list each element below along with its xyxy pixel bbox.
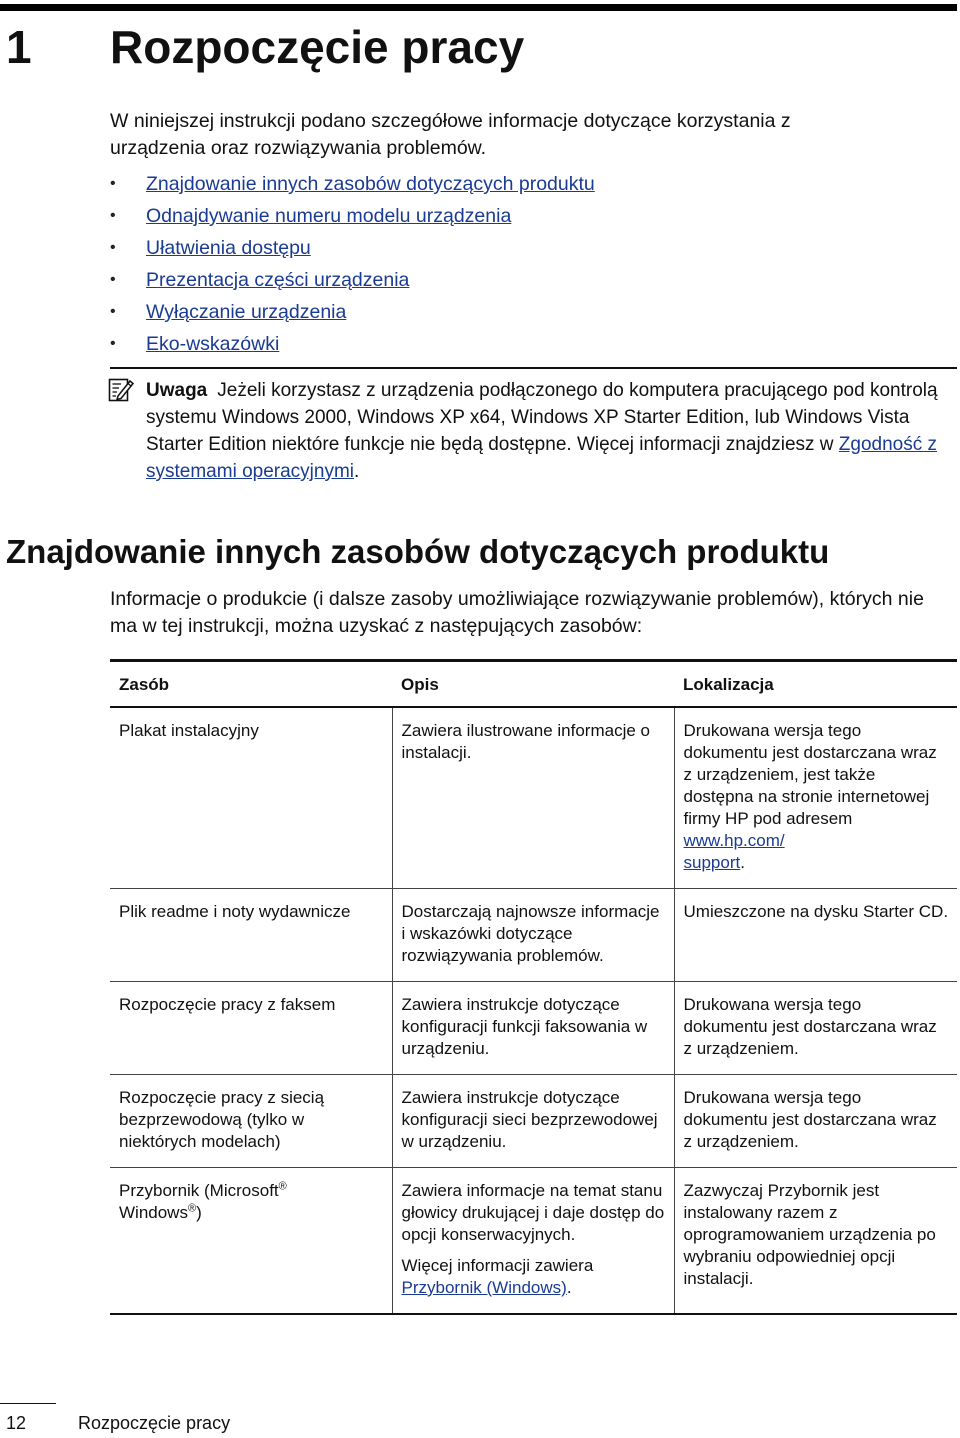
registered-mark: ® xyxy=(278,1180,287,1193)
cell-location: Zazwyczaj Przybornik jest instalowany razem z oprogramowaniem urządzenia po wybraniu odpowiedniej opcji instalacji. xyxy=(674,1168,957,1315)
table-row xyxy=(110,1168,957,1315)
resource-text-2: Windows xyxy=(119,1203,188,1222)
chapter-title-text: Rozpoczęcie pracy xyxy=(110,21,525,73)
toc-link-turn-off[interactable]: Wyłączanie urządzenia xyxy=(146,301,347,323)
list-item xyxy=(110,330,595,362)
cell-description: Zawiera instrukcje dotyczące konfiguracji funkcji faksowania w urządzeniu. xyxy=(392,982,674,1075)
registered-mark: ® xyxy=(187,1202,197,1215)
cell-description: Dostarczają najnowsze informacje i wskazówki dotyczące rozwiązywania problemów. xyxy=(392,889,674,982)
note-label: Uwaga xyxy=(146,380,208,401)
intro-paragraph: W niniejszej instrukcji podano szczegółowe informacje dotyczące korzystania z urządzenia oraz rozwiązywania problemów. xyxy=(110,110,791,159)
toc-link-accessibility[interactable]: Ułatwienia dostępu xyxy=(146,237,311,259)
note-end: . xyxy=(354,461,360,482)
table-header-row xyxy=(110,661,957,708)
cell-description xyxy=(392,1168,674,1315)
cell-resource: Plakat instalacyjny xyxy=(119,721,259,740)
cell-location xyxy=(674,707,957,889)
table-row xyxy=(110,707,957,889)
table-row xyxy=(110,889,957,982)
note-body: Jeżeli korzystasz z urządzenia podłączonego do komputera pracującego pod kontrolą systemu Windows 2000, Windows XP x64, Windows XP Starter Edition, lub Windows Vista Starter Edition niektóre funkcje nie będą dostępne. Więcej informacji znajdziesz w xyxy=(146,380,938,455)
toc-link-model-number[interactable]: Odnajdywanie numeru modelu urządzenia xyxy=(146,205,512,227)
toc-link-eco-tips[interactable]: Eko-wskazówki xyxy=(146,333,280,355)
hp-support-link-part-2: support xyxy=(683,853,741,872)
footer-chapter-title: Rozpoczęcie pracy xyxy=(78,1413,231,1433)
column-header-resource: Zasób xyxy=(119,675,170,694)
note-text xyxy=(146,377,958,485)
description-more xyxy=(402,1255,666,1299)
cell-resource: Rozpoczęcie pracy z siecią bezprzewodową (tylko w niektórych modelach) xyxy=(119,1088,325,1151)
location-end: . xyxy=(740,853,745,872)
column-header-description: Opis xyxy=(401,675,439,694)
section-paragraph: Informacje o produkcie (i dalsze zasoby umożliwiające rozwiązywanie problemów), których nie ma w tej instrukcji, można uzyskać z następujących zasobów: xyxy=(110,588,924,637)
resource-text-3: ) xyxy=(196,1203,202,1222)
column-header-location: Lokalizacja xyxy=(683,675,774,694)
cell-location: Drukowana wersja tego dokumentu jest dostarczana wraz z urządzeniem. xyxy=(674,982,957,1075)
chapter-contents-list xyxy=(110,170,595,362)
list-item xyxy=(110,234,595,266)
note-top-rule xyxy=(110,367,957,369)
resources-table xyxy=(110,659,957,1315)
cell-location: Umieszczone na dysku Starter CD. xyxy=(674,889,957,982)
location-text: Drukowana wersja tego dokumentu jest dostarczana wraz z urządzeniem, jest także dostępna na stronie internetowej firmy HP pod adresem xyxy=(683,721,937,828)
hp-support-link[interactable] xyxy=(684,831,785,872)
description-end: . xyxy=(566,1278,572,1297)
os-compatibility-link[interactable]: Zgodność z systemami operacyjnymi xyxy=(146,434,938,482)
resource-text-1: Przybornik (Microsoft xyxy=(119,1181,279,1200)
chapter-title xyxy=(6,14,524,80)
cell-location: Drukowana wersja tego dokumentu jest dostarczana wraz z urządzeniem. xyxy=(674,1075,957,1168)
page-number: 12 xyxy=(6,1413,27,1433)
cell-resource xyxy=(110,1168,392,1315)
section-title: Znajdowanie innych zasobów dotyczących produktu xyxy=(6,533,830,570)
cell-description: Zawiera ilustrowane informacje o instalacji. xyxy=(392,707,674,889)
hp-support-link-part-1: www.hp.com/ xyxy=(683,831,785,850)
cell-resource: Plik readme i noty wydawnicze xyxy=(119,902,351,921)
list-item xyxy=(110,202,595,234)
toc-link-device-parts[interactable]: Prezentacja części urządzenia xyxy=(146,269,410,291)
footer-rule xyxy=(0,1403,56,1404)
description-more-text: Więcej informacji zawiera xyxy=(401,1256,594,1275)
list-item xyxy=(110,170,595,202)
table-row xyxy=(110,982,957,1075)
list-item xyxy=(110,266,595,298)
chapter-top-rule xyxy=(0,4,957,11)
toolbox-windows-link[interactable]: Przybornik (Windows) xyxy=(401,1278,567,1297)
list-item xyxy=(110,298,595,330)
chapter-number: 1 xyxy=(6,21,32,73)
toc-link-resources[interactable]: Znajdowanie innych zasobów dotyczących produktu xyxy=(146,173,595,195)
table-row xyxy=(110,1075,957,1168)
cell-description: Zawiera instrukcje dotyczące konfiguracji sieci bezprzewodowej w urządzeniu. xyxy=(392,1075,674,1168)
description-text: Zawiera informacje na temat stanu głowicy drukującej i daje dostęp do opcji konserwacyjnych. xyxy=(401,1181,665,1244)
cell-resource: Rozpoczęcie pracy z faksem xyxy=(119,995,336,1014)
note-pencil-icon xyxy=(108,376,134,402)
